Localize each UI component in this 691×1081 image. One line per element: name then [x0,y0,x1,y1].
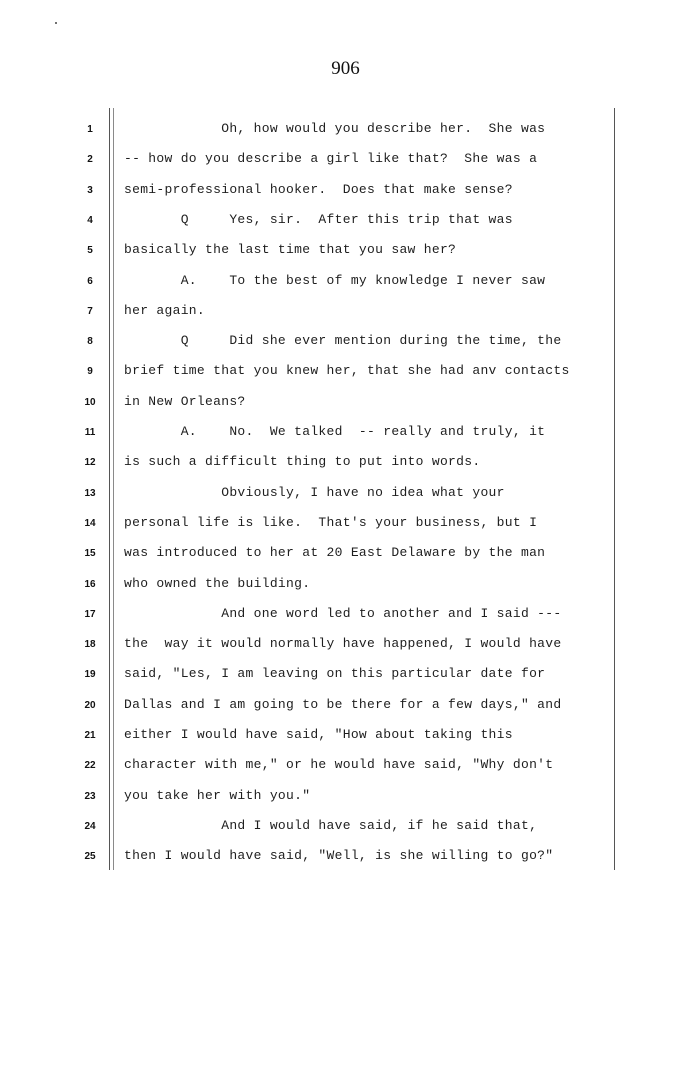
line-number: 16 [84,578,96,590]
line-number: 14 [84,517,96,529]
line-number: 15 [84,548,96,560]
transcript-line: either I would have said, "How about taking this [124,727,513,742]
transcript-line: A. No. We talked -- really and truly, it [124,424,546,439]
line-number: 19 [84,669,96,681]
right-margin-rule [614,108,615,870]
transcript-line: Q Did she ever mention during the time, the [124,333,562,349]
transcript-line: A. To the best of my knowledge I never saw [124,272,546,288]
transcript-line: then I would have said, "Well, is she willing to go?" [124,848,554,864]
line-number: 23 [84,790,96,802]
line-number: 9 [87,366,93,378]
transcript-line: you take her with you." [124,787,311,803]
line-number: 17 [84,608,96,620]
line-number: 22 [84,760,96,772]
line-number: 13 [84,487,96,499]
page-number: 906 [331,58,360,79]
line-number: 3 [87,184,93,196]
transcript-line: Dallas and I am going to be there for a few days," and [124,696,562,712]
transcript-line: said, "Les, I am leaving on this particular date for [124,666,546,682]
line-number: 20 [84,699,96,711]
transcript-line: was introduced to her at 20 East Delaware by the man [124,545,546,561]
transcript-line: personal life is like. That's your business, but I [124,514,538,530]
transcript-line: Obviously, I have no idea what your [124,484,505,500]
scan-speck [55,22,57,24]
line-number: 2 [87,154,93,166]
line-number: 6 [87,275,93,287]
transcript-line: in New Orleans? [124,393,246,409]
left-margin-rule [109,108,110,870]
line-number: 12 [84,457,96,469]
transcript-line: is such a difficult thing to put into words. [124,454,481,470]
line-number: 7 [87,305,93,317]
line-number: 18 [84,639,96,651]
line-number: 1 [87,124,93,135]
transcript-line: And I would have said, if he said that, [124,817,538,833]
line-number: 4 [87,214,93,226]
transcript-line: character with me," or he would have said, "Why don't [124,757,554,773]
transcript-line: Oh, how would you describe her. She was [124,121,546,136]
transcript-line: semi-professional hooker. Does that make sense? [124,181,513,197]
transcript-line: basically the last time that you saw her? [124,242,457,258]
transcript-line: her again. [124,302,206,318]
line-number: 5 [87,245,93,257]
transcript-line: Q Yes, sir. After this trip that was [124,211,513,227]
left-margin-rule-inner [113,108,114,870]
transcript-line: -- how do you describe a girl like that? She was a [124,151,538,167]
transcript-line: the way it would normally have happened, I would have [124,636,562,652]
line-number: 8 [87,336,93,348]
line-number: 11 [84,427,96,438]
line-number: 10 [84,396,96,408]
transcript-line: brief time that you knew her, that she had anv contacts [124,363,570,379]
transcript-line: who owned the building. [124,575,311,591]
line-number: 24 [84,820,96,832]
transcript-line: And one word led to another and I said --- [124,605,562,621]
line-number: 21 [84,730,96,741]
line-number: 25 [84,851,96,863]
